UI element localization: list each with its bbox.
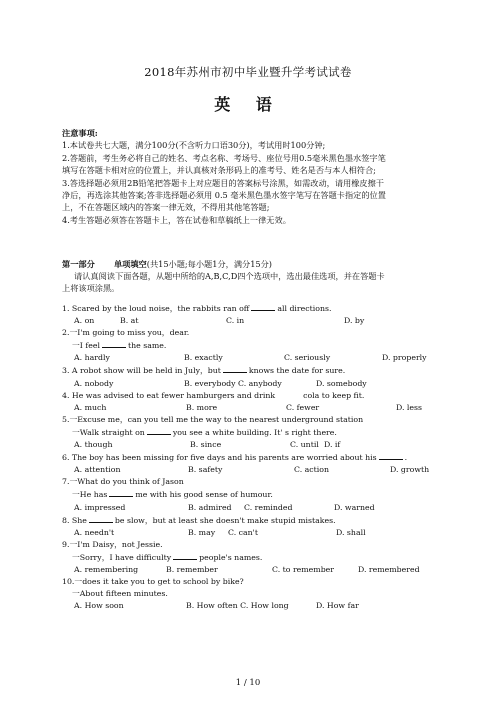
question-text: 10.一does it take you to get to school by bike? — [62, 577, 244, 587]
answer-blank — [147, 426, 171, 435]
option-d: D. if — [324, 440, 341, 450]
question-8 — [62, 514, 442, 527]
question-text: knows the date for sure. — [248, 366, 346, 376]
option-d: D. warned — [334, 502, 375, 512]
notes-line: 填写在答题卡相对应的位置上，并认真核对条形码上的准考号、姓名是否与本人相符合; — [62, 165, 376, 176]
question-6-options — [62, 464, 442, 476]
question-text: 一About fifteen minutes. — [72, 589, 168, 599]
option-a: A. remembering — [74, 564, 139, 574]
question-list — [62, 302, 442, 612]
option-d: D. shall — [336, 527, 366, 537]
option-d: D. less — [396, 402, 423, 412]
option-b: B. may — [188, 527, 216, 537]
option-c: C. can't — [228, 527, 258, 537]
notes-line: 4.考生答题必须答在答题卡上，答在试卷和草稿纸上一律无效。 — [62, 214, 291, 225]
section-desc-line: 请认真阅读下面各题，从题中所给的A,B,C,D四个选项中，选出最佳选项，并在答题卡 — [74, 271, 385, 281]
option-c: C. in — [226, 316, 245, 326]
section-score: (共15小题;每小题1分，满分15分) — [146, 259, 273, 269]
question-text: you see a white building. It' s right there. — [172, 427, 337, 437]
answer-blank — [251, 302, 275, 311]
question-text: people's names. — [199, 552, 263, 562]
question-text: the same. — [127, 341, 167, 351]
question-5 — [62, 414, 442, 426]
question-9 — [62, 539, 442, 551]
option-a: A. though — [74, 440, 113, 450]
section-description — [62, 270, 442, 295]
option-d: D. somebody — [316, 378, 367, 388]
answer-blank — [102, 339, 126, 348]
option-b: B. since — [190, 440, 222, 450]
exam-subject: 英 语 — [214, 95, 282, 114]
question-10 — [62, 576, 442, 588]
section-desc-line: 上将该项涂黑。 — [62, 283, 120, 294]
option-bc: B. everybody C. anybody — [184, 378, 282, 388]
option-a: A. much — [74, 402, 107, 412]
notes-line: 上，不在答题区域内的答案一律无效，不得用其他笔答题; — [62, 202, 270, 213]
notes-line: 2.答题前，考生务必将自己的姓名、考点名称、考场号、座位号用0.5毫米黑色墨水签字笔 — [62, 152, 386, 163]
option-b: B. at — [120, 316, 139, 326]
notes-heading: 注意事项: — [62, 128, 98, 138]
page-number: 1 / 10 — [235, 678, 261, 688]
option-a: A. nobody — [74, 378, 114, 388]
option-a: A. attention — [74, 465, 121, 475]
notes-line: 1.本试卷共七大题，满分100分(不含听力口语30分)，考试用时100分钟; — [62, 140, 326, 151]
option-a: A. needn't — [74, 527, 115, 537]
answer-blank — [109, 488, 133, 497]
answer-blank — [173, 551, 197, 560]
question-text: 一Sorry，I have difficulty — [72, 552, 172, 562]
question-text: me with his good sense of humour. — [135, 490, 273, 500]
option-c: C. reminded — [244, 502, 293, 512]
option-a: A. How soon — [74, 601, 124, 611]
option-b: B. exactly — [184, 353, 223, 363]
question-2-reply — [62, 339, 442, 352]
question-text: 9.一I'm Daisy，not Jessie. — [62, 539, 163, 549]
answer-blank — [379, 451, 403, 460]
question-text: 4. He was advised to eat fewer hamburgers and drink — [62, 390, 276, 400]
option-d: D. remembered — [358, 564, 420, 574]
exam-title: 2018年苏州市初中毕业暨升学考试试卷 — [144, 65, 352, 79]
question-8-options — [62, 527, 442, 539]
question-text: 7.一What do you think of Jason — [62, 477, 184, 487]
question-7 — [62, 476, 442, 488]
question-text: 1. Scared by the loud noise，the rabbits ran off — [62, 304, 250, 313]
question-text: 一He has — [72, 490, 108, 500]
option-d: D. by — [344, 316, 365, 326]
question-3-options — [62, 378, 442, 390]
question-1 — [62, 302, 442, 315]
question-text: . — [404, 453, 408, 463]
question-7-reply — [62, 488, 442, 501]
question-2-options — [62, 352, 442, 364]
option-c: C. until — [290, 440, 319, 450]
question-text: 一Walk straight on — [72, 427, 145, 437]
question-text: 6. The boy has been missing for five days and his parents are worried about his — [62, 453, 377, 463]
question-text: 3. A robot show will be held in July，but — [62, 366, 221, 376]
option-c: C. to remember — [272, 564, 335, 574]
option-a: A. impressed — [74, 502, 126, 512]
answer-blank — [89, 514, 113, 523]
option-d: D. How far — [316, 601, 359, 611]
option-bc: B. How often C. How long — [186, 601, 289, 611]
section-heading — [62, 258, 442, 270]
section-name: 单项填空 — [113, 259, 147, 269]
question-4-options — [62, 402, 442, 414]
question-4 — [62, 390, 442, 402]
option-b: B. admired — [188, 502, 232, 512]
question-text: 8. She — [62, 515, 87, 525]
question-5-reply — [62, 426, 442, 439]
option-a: A. on — [74, 316, 95, 326]
section-part: 第一部分 — [62, 259, 95, 269]
answer-blank — [223, 364, 247, 373]
question-3 — [62, 364, 442, 377]
option-b: B. remember — [166, 564, 218, 574]
exam-notes — [62, 127, 442, 226]
option-b: B. safety — [188, 465, 223, 475]
question-10-options — [62, 600, 442, 612]
question-9-options — [62, 564, 442, 576]
question-text: 一I feel — [72, 341, 100, 351]
question-text: be slow，but at least she doesn't make stupid mistakes. — [114, 515, 336, 525]
option-b: B. more — [186, 402, 218, 412]
question-6 — [62, 451, 442, 464]
question-9-reply — [62, 551, 442, 564]
question-10-reply — [62, 588, 442, 600]
question-7-options — [62, 502, 442, 514]
notes-line: 净后，再选涂其他答案;答非选择题必须用 0.5 毫米黑色墨水签字笔写在答题卡指定的位置 — [62, 190, 386, 201]
option-d: D. growth — [390, 465, 430, 475]
notes-line: 3.答选择题必须用2B铅笔把答题卡上对应题目的答案标号涂黑，如需改动，请用橡皮擦干 — [62, 177, 384, 188]
question-text: all directions. — [277, 304, 332, 313]
question-5-options — [62, 439, 442, 451]
option-a: A. hardly — [74, 353, 110, 363]
option-c: C. fewer — [286, 402, 320, 412]
option-c: C. seriously — [284, 353, 331, 363]
question-1-options — [62, 315, 442, 327]
option-c: C. action — [294, 465, 330, 475]
question-text: 2.一I'm going to miss you，dear. — [62, 328, 190, 338]
question-text: 5.一Excuse me，can you tell me the way to the nearest underground station — [62, 414, 364, 424]
answer-blank — [277, 390, 301, 398]
question-2 — [62, 327, 442, 339]
question-text: cola to keep fit. — [303, 390, 365, 400]
option-d: D. properly — [382, 353, 427, 363]
